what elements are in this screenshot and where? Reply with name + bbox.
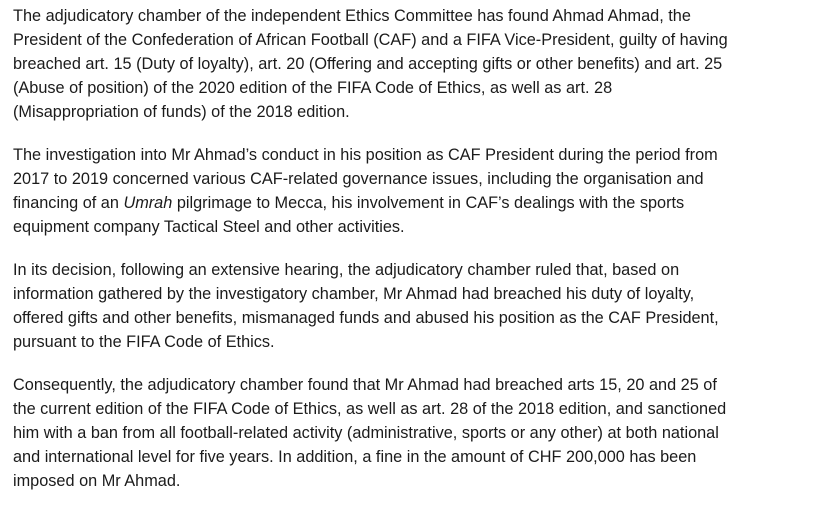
text-line: (Abuse of position) of the 2020 edition of the FIFA Code of Ethics, as well as art. 28 (13, 79, 613, 97)
text-line: (Misappropriation of funds) of the 2018 edition. (13, 103, 350, 121)
paragraph-decision (13, 258, 813, 354)
paragraph-sanction (13, 373, 813, 493)
text-line: and international level for five years. In addition, a fine in the amount of CHF 200,000 has been (13, 448, 697, 466)
text-line: the current edition of the FIFA Code of Ethics, as well as art. 28 of the 2018 edition, and sanctioned (13, 400, 727, 418)
text-line (13, 191, 813, 215)
text-line: President of the Confederation of African Football (CAF) and a FIFA Vice-President, guilty of having (13, 31, 728, 49)
text-line: The adjudicatory chamber of the independent Ethics Committee has found Ahmad Ahmad, the (13, 7, 691, 25)
text-line: 2017 to 2019 concerned various CAF-related governance issues, including the organisation and (13, 170, 704, 188)
text-line: breached art. 15 (Duty of loyalty), art. 20 (Offering and accepting gifts or other benefits) and art. 25 (13, 55, 723, 73)
text-segment: pilgrimage to Mecca, his involvement in CAF’s dealings with the sports (172, 194, 685, 212)
text-line: equipment company Tactical Steel and other activities. (13, 218, 405, 236)
paragraph-investigation (13, 143, 813, 239)
text-line: In its decision, following an extensive hearing, the adjudicatory chamber ruled that, based on (13, 261, 680, 279)
text-line: imposed on Mr Ahmad. (13, 472, 181, 490)
paragraph-verdict (13, 4, 813, 124)
text-line: offered gifts and other benefits, mismanaged funds and abused his position as the CAF President, (13, 309, 719, 327)
text-line: The investigation into Mr Ahmad’s conduct in his position as CAF President during the period from (13, 146, 718, 164)
text-line: him with a ban from all football-related activity (administrative, sports or any other) at both national (13, 424, 719, 442)
article-body (13, 4, 813, 512)
umrah-italic: Umrah (123, 194, 173, 212)
text-line: information gathered by the investigatory chamber, Mr Ahmad had breached his duty of loyalty, (13, 285, 695, 303)
text-line: pursuant to the FIFA Code of Ethics. (13, 333, 275, 351)
text-segment: financing of an (13, 194, 124, 212)
text-line: Consequently, the adjudicatory chamber found that Mr Ahmad had breached arts 15, 20 and 25 of (13, 376, 717, 394)
